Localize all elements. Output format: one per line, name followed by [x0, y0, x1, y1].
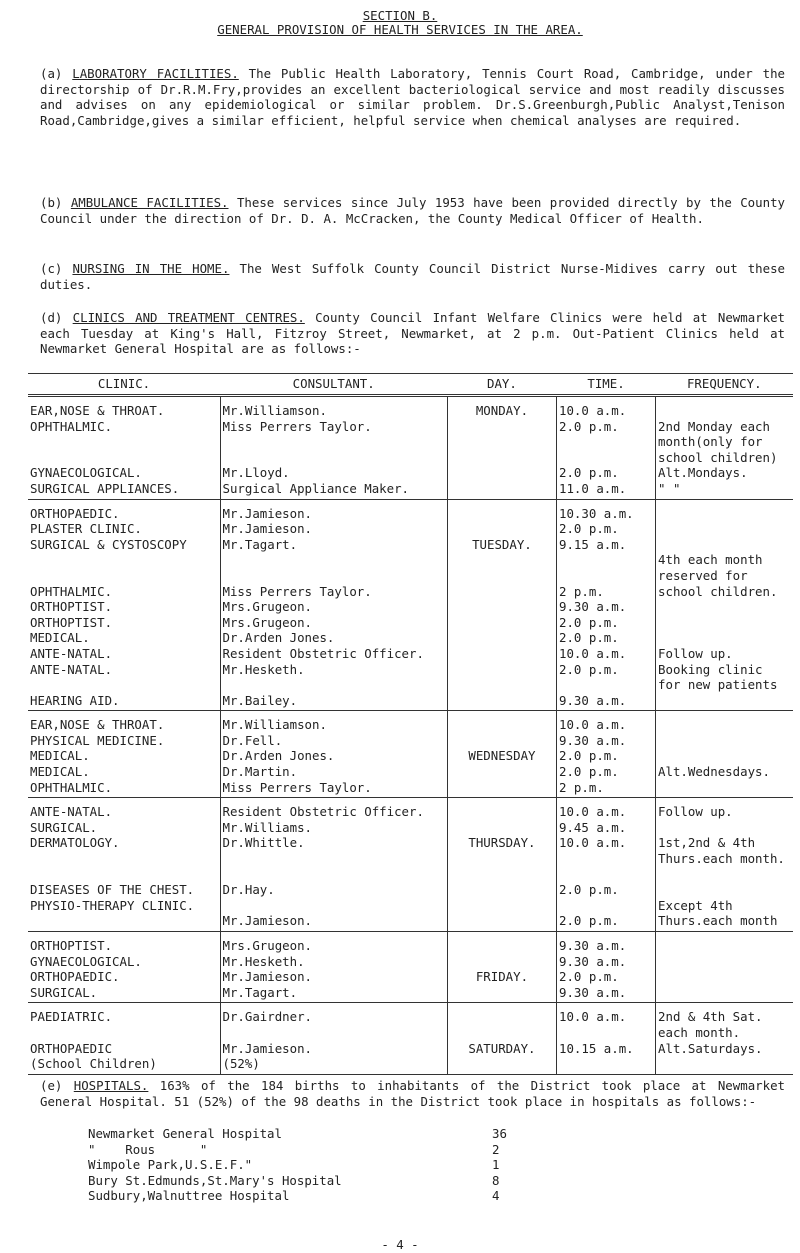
- table-row-thursday: [28, 798, 793, 932]
- para-label: (b): [40, 195, 63, 210]
- para-label: (e): [40, 1078, 63, 1093]
- cell-frequency: 2nd & 4th Sat. each month. Alt.Saturdays.: [656, 1003, 793, 1074]
- cell-time: 10.0 a.m. 9.45 a.m. 10.0 a.m. 2.0 p.m. 2.0 p.m.: [557, 798, 656, 932]
- header-consultant: CONSULTANT.: [220, 374, 447, 396]
- cell-consultant: Mr.Williamson. Dr.Fell. Dr.Arden Jones. Dr.Martin. Miss Perrers Taylor.: [220, 711, 447, 798]
- hospital-name: Bury St.Edmunds,St.Mary's Hospital: [88, 1172, 342, 1188]
- para-text: 163% of the 184 births to inhabitants of the District took place at Newmarket General Hospital. 51 (52%) of the 98 deaths in the District took place in hospitals as follows:-: [40, 1078, 785, 1109]
- para-label: (d): [40, 310, 63, 325]
- cell-day: SATURDAY.: [447, 1003, 556, 1074]
- cell-day: TUESDAY.: [447, 499, 556, 711]
- paragraph-nursing: [40, 261, 785, 292]
- list-item: [88, 1157, 511, 1173]
- para-heading: CLINICS AND TREATMENT CENTRES.: [72, 310, 305, 325]
- header-day: DAY.: [447, 374, 556, 396]
- table-header-row: [28, 374, 793, 396]
- hospital-count: 4: [492, 1188, 500, 1204]
- cell-time: 10.0 a.m. 9.30 a.m. 2.0 p.m. 2.0 p.m. 2 p.m.: [557, 711, 656, 798]
- para-text: The Public Health Laboratory, Tennis Court Road, Cambridge, under the directorship of Dr.R.M.Fry,provides an excellent bacteriological service and most readily discusses and advises on any epidemiological or similar problem. Dr.S.Greenburgh,Public Analyst,Tenison Road,Cambridge,gives a similar efficient, helpful service when chemical analyses are required.: [40, 66, 786, 128]
- cell-time: 10.30 a.m. 2.0 p.m. 9.15 a.m. 2 p.m. 9.30 a.m. 2.0 p.m. 2.0 p.m. 10.0 a.m. 2.0 p.m. 9.30 a.m.: [557, 499, 656, 711]
- cell-clinic: EAR,NOSE & THROAT. PHYSICAL MEDICINE. MEDICAL. MEDICAL. OPHTHALMIC.: [28, 711, 220, 798]
- cell-clinic: ORTHOPAEDIC. PLASTER CLINIC. SURGICAL & CYSTOSCOPY OPHTHALMIC. ORTHOPTIST. ORTHOPTIST. MEDICAL. ANTE-NATAL. ANTE-NATAL. HEARING AID.: [28, 499, 220, 711]
- para-text: The West Suffolk County Council District Nurse-Midives carry out these duties.: [40, 261, 786, 292]
- hospital-count: 36: [492, 1126, 507, 1141]
- cell-consultant: Mr.Jamieson. Mr.Jamieson. Mr.Tagart. Miss Perrers Taylor. Mrs.Grugeon. Mrs.Grugeon. Dr.Arden Jones. Resident Obstetric Officer. Mr.Hesketh. Mr.Bailey.: [220, 499, 447, 711]
- hospital-deaths-list: [88, 1126, 511, 1204]
- para-heading: AMBULANCE FACILITIES.: [70, 195, 229, 210]
- cell-day: MONDAY.: [447, 396, 556, 500]
- cell-consultant: Mrs.Grugeon. Mr.Hesketh. Mr.Jamieson. Mr.Tagart.: [220, 932, 447, 1003]
- hospital-count: 1: [492, 1157, 500, 1173]
- cell-time: 10.0 a.m. 10.15 a.m.: [557, 1003, 656, 1074]
- cell-time: 10.0 a.m. 2.0 p.m. 2.0 p.m. 11.0 a.m.: [557, 396, 656, 500]
- hospital-name: " Rous ": [88, 1141, 208, 1157]
- para-text: County Council Infant Welfare Clinics were held at Newmarket each Tuesday at King's Hall, Fitzroy Street, Newmarket, at 2 p.m. Out-Patient Clinics held at Newmarket General Hospital are as follows:-: [40, 310, 786, 357]
- table-row-tuesday: [28, 499, 793, 711]
- table-row-wednesday: [28, 711, 793, 798]
- cell-day: FRIDAY.: [447, 932, 556, 1003]
- cell-consultant: Resident Obstetric Officer. Mr.Williams. Dr.Whittle. Dr.Hay. Mr.Jamieson.: [220, 798, 447, 932]
- hospital-name: Wimpole Park,U.S.E.F.": [88, 1157, 253, 1173]
- cell-clinic: PAEDIATRIC. ORTHOPAEDIC (School Children): [28, 1003, 220, 1074]
- header-time: TIME.: [557, 374, 656, 396]
- table-row-saturday: [28, 1003, 793, 1074]
- page-number: - 4 -: [381, 1237, 419, 1252]
- para-text: These services since July 1953 have been provided directly by the County Council under the direction of Dr. D. A. McCracken, the County Medical Officer of Health.: [40, 195, 785, 226]
- cell-frequency: [656, 932, 793, 1003]
- section-subtitle: GENERAL PROVISION OF HEALTH SERVICES IN THE AREA.: [217, 22, 583, 37]
- para-label: (a): [40, 66, 63, 81]
- para-heading: HOSPITALS.: [73, 1078, 149, 1093]
- table-row-friday: [28, 932, 793, 1003]
- list-item: [88, 1188, 511, 1204]
- para-heading: LABORATORY FACILITIES.: [72, 66, 239, 81]
- header-clinic: CLINIC.: [28, 374, 220, 396]
- cell-time: 9.30 a.m. 9.30 a.m. 2.0 p.m. 9.30 a.m.: [557, 932, 656, 1003]
- cell-consultant: Mr.Williamson. Miss Perrers Taylor. Mr.Lloyd. Surgical Appliance Maker.: [220, 396, 447, 500]
- hospital-count: 2: [492, 1141, 500, 1157]
- section-title: SECTION B.: [362, 8, 438, 23]
- cell-clinic: ANTE-NATAL. SURGICAL. DERMATOLOGY. DISEASES OF THE CHEST. PHYSIO-THERAPY CLINIC.: [28, 798, 220, 932]
- list-item: [88, 1173, 511, 1189]
- cell-day: WEDNESDAY: [447, 711, 556, 798]
- paragraph-laboratory: [40, 66, 785, 128]
- table-row-monday: [28, 396, 793, 500]
- list-item: [88, 1142, 511, 1158]
- clinics-table: [28, 373, 793, 1075]
- cell-frequency: 4th each month reserved for school children. Follow up. Booking clinic for new patients: [656, 499, 793, 711]
- paragraph-hospitals: [40, 1078, 785, 1109]
- paragraph-clinics: [40, 310, 785, 357]
- cell-frequency: 2nd Monday each month(only for school children) Alt.Mondays. " ": [656, 396, 793, 500]
- cell-frequency: Follow up. 1st,2nd & 4th Thurs.each month. Except 4th Thurs.each month: [656, 798, 793, 932]
- hospital-name: Sudbury,Walnuttree Hospital: [88, 1188, 290, 1204]
- header-frequency: FREQUENCY.: [656, 374, 793, 396]
- para-label: (c): [40, 261, 63, 276]
- cell-clinic: EAR,NOSE & THROAT. OPHTHALMIC. GYNAECOLOGICAL. SURGICAL APPLIANCES.: [28, 396, 220, 500]
- paragraph-ambulance: [40, 195, 785, 226]
- cell-consultant: Dr.Gairdner. Mr.Jamieson. (52%): [220, 1003, 447, 1074]
- cell-day: THURSDAY.: [447, 798, 556, 932]
- hospital-count: 8: [492, 1172, 500, 1188]
- hospital-name: Newmarket General Hospital: [88, 1126, 282, 1141]
- cell-clinic: ORTHOPTIST. GYNAECOLOGICAL. ORTHOPAEDIC. SURGICAL.: [28, 932, 220, 1003]
- cell-frequency: Alt.Wednesdays.: [656, 711, 793, 798]
- list-item: [88, 1126, 511, 1142]
- para-heading: NURSING IN THE HOME.: [72, 261, 230, 276]
